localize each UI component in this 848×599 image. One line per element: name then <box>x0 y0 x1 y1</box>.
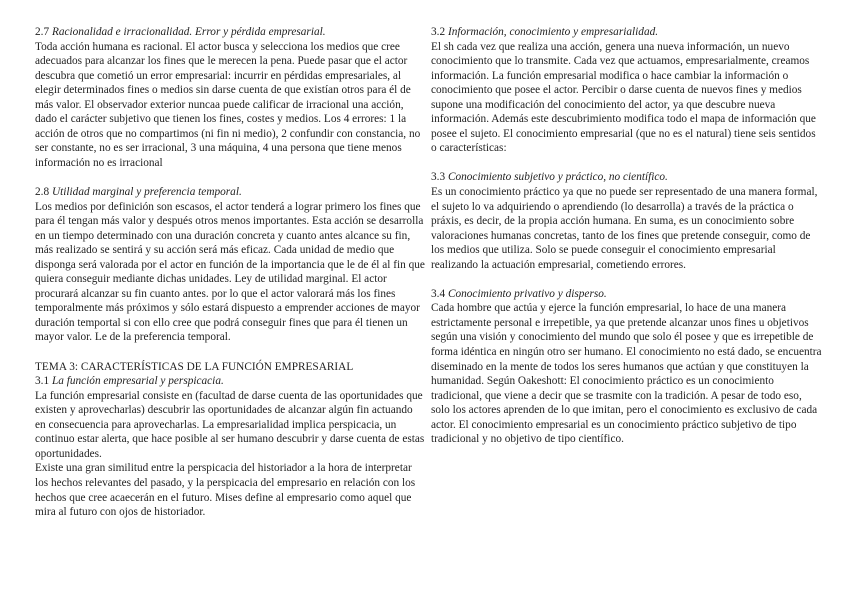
section-number: 2.7 <box>35 26 50 38</box>
section-2-8 <box>35 185 426 345</box>
left-column <box>35 25 426 520</box>
section-2-7 <box>35 25 426 170</box>
section-paragraph: Existe una gran similitud entre la perspicacia del historiador a la hora de interpretar los hechos relevantes del pasado, y la perspicacia del empresario en relación con los hechos que cree acaecerán en el futuro. Mises define al empresario como aquel que mira al futuro con ojos de historiador. <box>35 462 416 519</box>
section-title: Conocimiento privativo y disperso. <box>447 287 607 300</box>
section-paragraph: El sh cada vez que realiza una acción, genera una nueva información, un nuevo conocimiento que lo transmite. Cada vez que actuamos, empresarialmente, creamos información. La función empresarial modifica o hace cambiar la información o conocimiento que posee el actor. Percibir o darse cuenta de nuevos fines y medios supone una modificación del conocimiento del actor, ya que descubre nueva información. Además este descubrimiento modifica todo el mapa de información que posee el sujeto. El conocimiento empresarial (que no es el natural) tiene seis sentidos o características: <box>431 40 816 155</box>
section-title: Información, conocimiento y empresarialidad. <box>447 26 659 38</box>
section-heading <box>35 185 426 200</box>
section-heading <box>431 170 822 185</box>
section-title: Conocimiento subjetivo y práctico, no científico. <box>447 171 668 184</box>
section-number: 3.1 <box>35 375 50 388</box>
section-3-3 <box>431 170 822 272</box>
section-title: Utilidad marginal y preferencia temporal. <box>51 186 242 199</box>
section-paragraph: La función empresarial consiste en (facultad de darse cuenta de las oportunidades que existen y aprovecharlas) descubrir las oportunidades de alcanzar algún fin actuando en consecuencia para aprovecharlas. La empresarialidad implica perspicacia, un continuo estar alerta, que hace posible al ser humano descubrir y darse cuenta de estas oportunidades. <box>35 389 425 460</box>
section-title: Racionalidad e irracionalidad. Error y pérdida empresarial. <box>51 26 326 38</box>
tema-heading: TEMA 3: CARACTERÍSTICAS DE LA FUNCIÓN EMPRESARIAL <box>35 360 354 373</box>
section-number: 2.8 <box>35 186 50 199</box>
section-3-2 <box>431 25 822 156</box>
section-number: 3.4 <box>431 287 446 300</box>
section-title: La función empresarial y perspicacia. <box>51 375 224 388</box>
section-number: 3.3 <box>431 171 446 184</box>
section-heading <box>35 374 426 389</box>
section-heading <box>35 25 426 40</box>
section-heading <box>431 287 822 302</box>
section-paragraph: Es un conocimiento práctico ya que no puede ser representado de una manera formal, el sujeto lo va adquiriendo o aprendiendo (lo desarrolla) a través de la práctica o práxis, es decir, de la propia acción humana. En suma, es un conocimiento sobre valoraciones humanas concretas, tanto de los fines que pretende conseguir, como de los medios que utiliza. Solo se puede conseguir el conocimiento empresarial realizando la actuación empresarial, cometiendo errores. <box>431 186 818 271</box>
right-column <box>431 25 822 447</box>
section-paragraph: Toda acción humana es racional. El actor busca y selecciona los medios que cree adecuados para alcanzar los fines que le merecen la pena. Puede pasar que el actor descubra que cometió un error empresarial: incurrir en pérdidas empresariales, al elegir determinados fines o medios sin darse cuenta de que existían otros para él de más valor. El observador exterior nuncaa puede calificar de irracional una acción, dado el carácter subjetivo que tienen los fines, costes y medios. Los 4 errores: 1 la acción de otros que no compartimos (ni fin ni medio), 2 confundir con constancia, no ser constante, no es ser irracional, 3 una máquina, 4 una persona que tiene menos información no es irracional <box>35 40 421 169</box>
section-number: 3.2 <box>431 26 446 38</box>
section-3-4 <box>431 287 822 447</box>
section-3-1 <box>35 374 426 519</box>
section-paragraph: Los medios por definición son escasos, el actor tenderá a lograr primero los fines que para él tengan más valor y después otros menos importantes. Esta acción se desarrolla en un tiempo determinado con una duración concreta y cuanto antes alcance su fin, más realizado se sentirá y su acción será más eficaz. Cada unidad de medio que disponga será valorada por el actor en función de la importancia que le de él al fin que quiera conseguir mediante dichas unidades. Ley de utilidad marginal. El actor procurará alcanzar su fin cuanto antes. por lo que el actor valorará más los fines temporalmente más próximos y sólo estará dispuesto a emprender acciones de mayor duración temportal si con ello cree que podrá conseguir fines que para él tienen un mayor valor. Le de la preferencia temporal. <box>35 200 425 344</box>
section-paragraph: Cada hombre que actúa y ejerce la función empresarial, lo hace de una manera estrictamente personal e irrepetible, ya que pretende alcanzar unos fines u objetivos según una visión y conocimiento del mundo que solo él posee y que es irrepetible de forma idéntica en ningún otro ser humano. El conocimiento no está dado, se encuentra diseminado en la mente de todos los seres humanos que actúan y que constituyen la humanidad. Según Oakeshott: El conocimiento práctico es un conocimiento tradicional, que viene a decir que se trasmite con la tradición. A pesar de todo eso, solo los actores aprenden de lo que imitan, pero el conocimiento es exclusivo de cada actor. El conocimiento empresarial es un conocimiento práctico subjetivo de tipo tradicional y no objetivo de tipo científico. <box>431 302 822 446</box>
section-heading <box>431 25 822 40</box>
